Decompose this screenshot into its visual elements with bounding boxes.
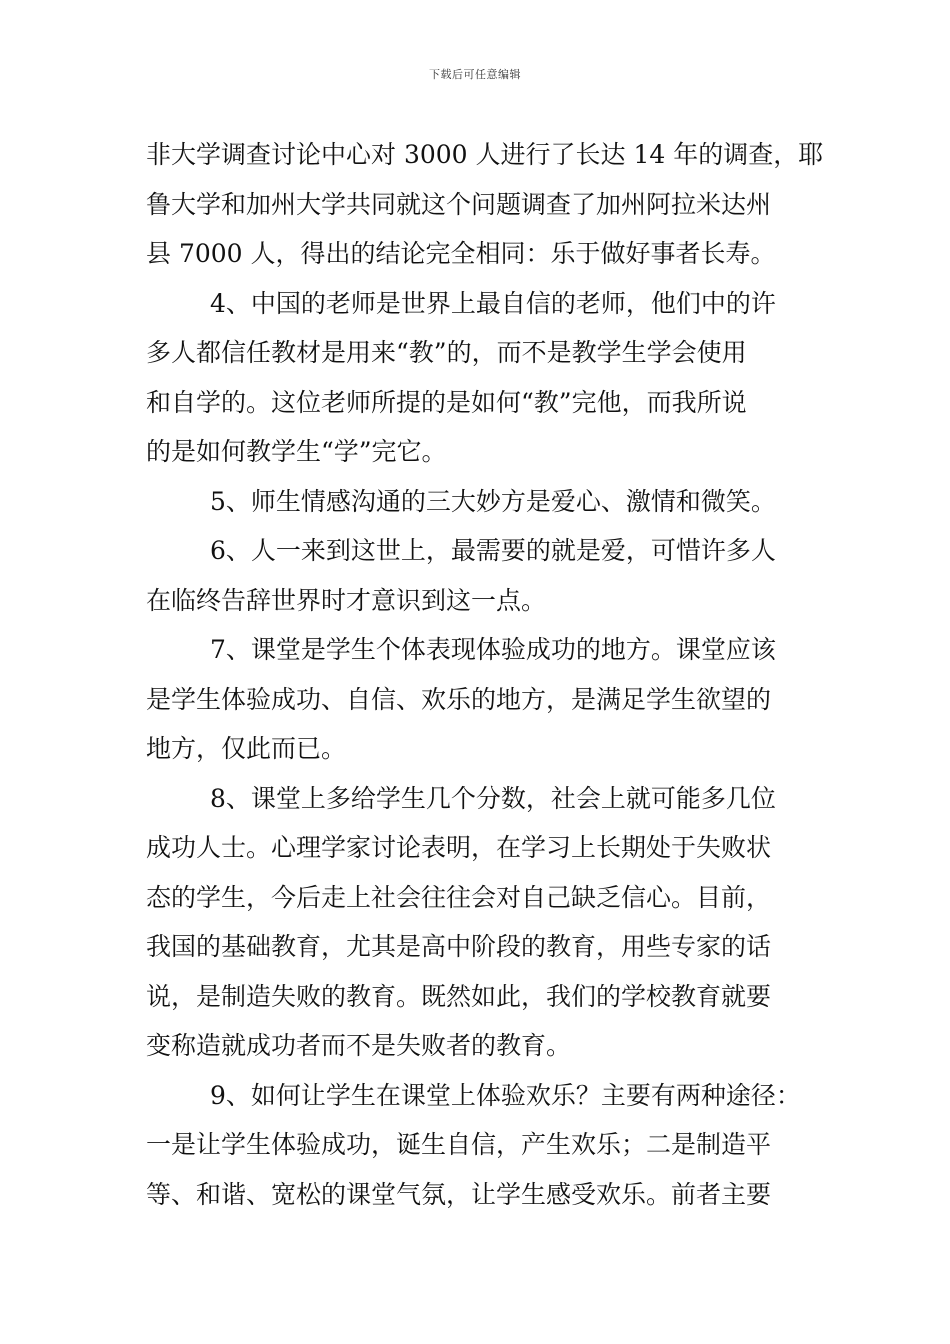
text-line: 说，是制造失败的教育。既然如此，我们的学校教育就要 [146,981,772,1011]
text-line: 态的学生，今后走上社会往往会对自己缺乏信心。目前， [146,882,772,912]
text-line: 和自学的。这位老师所提的是如何“教”完他，而我所说 [146,387,747,417]
text-line: 6、人一来到这世上，最需要的就是爱，可惜许多人 [210,536,776,565]
text-line: 多人都信任教材是用来“教”的，而不是教学生学会使用 [146,338,747,367]
text-line: 等、和谐、宽松的课堂气氛，让学生感受欢乐。前者主要 [146,1179,772,1209]
text-line: 地方，仅此而已。 [146,734,347,763]
page-header: 下载后可任意编辑 [429,68,521,81]
text-line: 非大学调查讨论中心对 3000 人进行了长达 14 年的调查，耶 [146,140,824,169]
text-line: 的是如何教学生“学”完它。 [146,437,447,466]
text-line: 我国的基础教育，尤其是高中阶段的教育，用些专家的话 [146,932,772,961]
text-line: 9、如何让学生在课堂上体验欢乐？主要有两种途径： [210,1080,801,1110]
text-line: 是学生体验成功、自信、欢乐的地方，是满足学生欲望的 [146,684,772,714]
text-line: 鲁大学和加州大学共同就这个问题调查了加州阿拉米达州 [146,189,772,219]
text-line: 在临终告辞世界时才意识到这一点。 [146,585,547,615]
document-body [146,130,824,1219]
text-line: 7、课堂是学生个体表现体验成功的地方。课堂应该 [210,635,776,664]
text-line: 成功人士。心理学家讨论表明，在学习上长期处于失败状 [146,833,772,862]
text-line: 变称造就成功者而不是失败者的教育。 [146,1031,572,1060]
text-line: 5、师生情感沟通的三大妙方是爱心、激情和微笑。 [210,486,776,516]
text-line: 8、课堂上多给学生几个分数，社会上就可能多几位 [210,783,776,813]
text-line: 一是让学生体验成功，诞生自信，产生欢乐；二是制造平 [146,1130,772,1159]
text-line: 县 7000 人，得出的结论完全相同：乐于做好事者长寿。 [146,239,776,268]
text-line: 4、中国的老师是世界上最自信的老师，他们中的许 [210,288,776,318]
